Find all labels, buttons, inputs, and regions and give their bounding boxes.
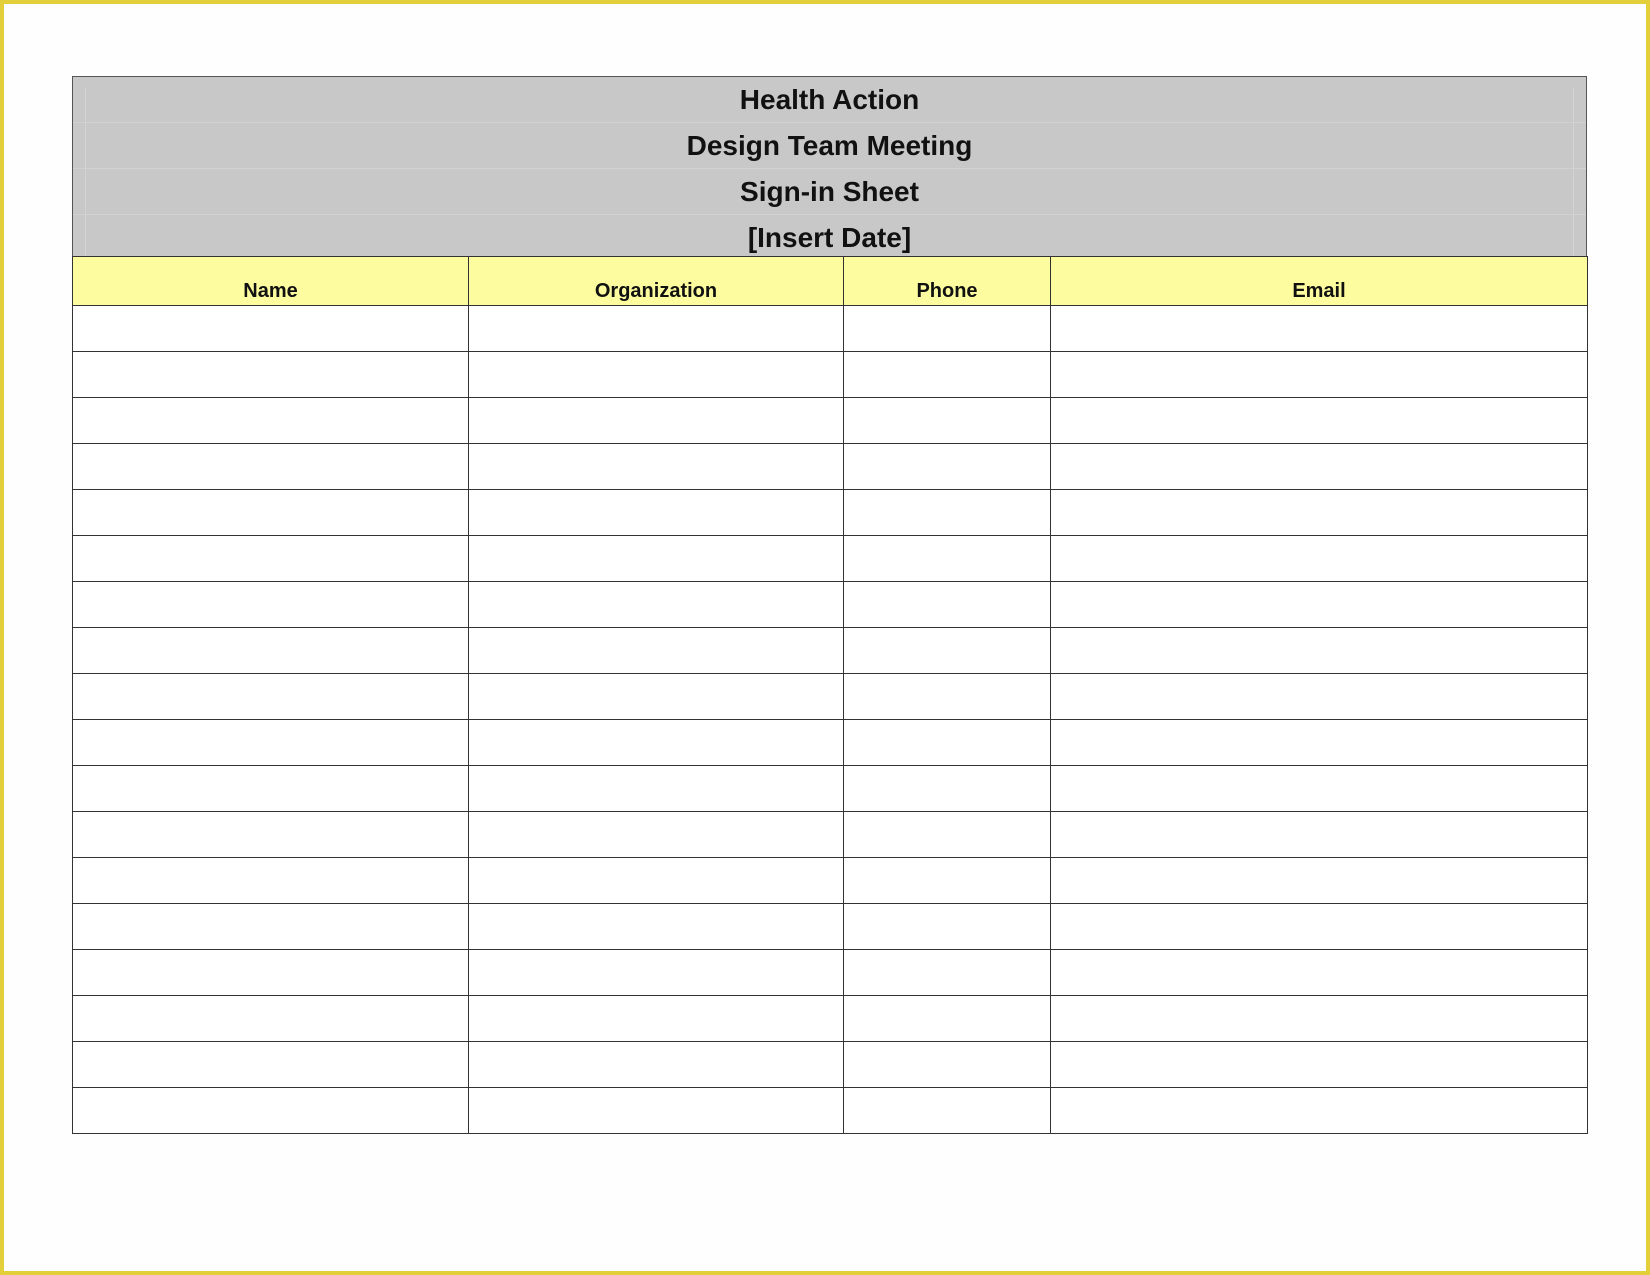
phone-cell[interactable]	[844, 858, 1051, 904]
header-row	[73, 257, 1588, 306]
table-row	[73, 674, 1588, 720]
phone-cell[interactable]	[844, 812, 1051, 858]
email-cell[interactable]	[1051, 674, 1588, 720]
title-line-date: [Insert Date]	[747, 222, 912, 253]
table-row	[73, 812, 1588, 858]
name-cell[interactable]	[73, 1042, 469, 1088]
name-cell[interactable]	[73, 628, 469, 674]
organization-cell[interactable]	[469, 398, 844, 444]
sign-in-sheet	[72, 76, 1587, 1134]
name-cell[interactable]	[73, 306, 469, 352]
table-row	[73, 536, 1588, 582]
organization-cell[interactable]	[469, 812, 844, 858]
table-body	[73, 306, 1588, 1134]
organization-cell[interactable]	[469, 352, 844, 398]
email-cell[interactable]	[1051, 536, 1588, 582]
email-cell[interactable]	[1051, 444, 1588, 490]
phone-cell[interactable]	[844, 1042, 1051, 1088]
organization-cell[interactable]	[469, 904, 844, 950]
title-line-meeting: Design Team Meeting	[73, 123, 1586, 169]
organization-cell[interactable]	[469, 490, 844, 536]
table-row	[73, 950, 1588, 996]
organization-cell[interactable]	[469, 1042, 844, 1088]
email-cell[interactable]	[1051, 306, 1588, 352]
column-header-email: Email	[1051, 257, 1588, 306]
email-cell[interactable]	[1051, 904, 1588, 950]
phone-cell[interactable]	[844, 674, 1051, 720]
phone-cell[interactable]	[844, 720, 1051, 766]
name-cell[interactable]	[73, 1088, 469, 1134]
organization-cell[interactable]	[469, 858, 844, 904]
table-row	[73, 352, 1588, 398]
email-cell[interactable]	[1051, 858, 1588, 904]
sign-in-table	[72, 256, 1588, 1134]
column-header-name: Name	[73, 257, 469, 306]
name-cell[interactable]	[73, 582, 469, 628]
name-cell[interactable]	[73, 352, 469, 398]
name-cell[interactable]	[73, 950, 469, 996]
organization-cell[interactable]	[469, 306, 844, 352]
name-cell[interactable]	[73, 996, 469, 1042]
email-cell[interactable]	[1051, 490, 1588, 536]
organization-cell[interactable]	[469, 444, 844, 490]
name-cell[interactable]	[73, 720, 469, 766]
column-header-organization: Organization	[469, 257, 844, 306]
name-cell[interactable]	[73, 490, 469, 536]
table-row	[73, 858, 1588, 904]
name-cell[interactable]	[73, 674, 469, 720]
name-cell[interactable]	[73, 444, 469, 490]
email-cell[interactable]	[1051, 582, 1588, 628]
organization-cell[interactable]	[469, 720, 844, 766]
email-cell[interactable]	[1051, 996, 1588, 1042]
phone-cell[interactable]	[844, 444, 1051, 490]
phone-cell[interactable]	[844, 950, 1051, 996]
title-line-sheet: Sign-in Sheet	[73, 169, 1586, 215]
organization-cell[interactable]	[469, 1088, 844, 1134]
table-row	[73, 996, 1588, 1042]
organization-cell[interactable]	[469, 950, 844, 996]
email-cell[interactable]	[1051, 352, 1588, 398]
name-cell[interactable]	[73, 904, 469, 950]
phone-cell[interactable]	[844, 996, 1051, 1042]
organization-cell[interactable]	[469, 536, 844, 582]
email-cell[interactable]	[1051, 812, 1588, 858]
organization-cell[interactable]	[469, 582, 844, 628]
table-row	[73, 306, 1588, 352]
email-cell[interactable]	[1051, 1042, 1588, 1088]
table-row	[73, 628, 1588, 674]
phone-cell[interactable]	[844, 766, 1051, 812]
phone-cell[interactable]	[844, 306, 1051, 352]
table-row	[73, 582, 1588, 628]
phone-cell[interactable]	[844, 536, 1051, 582]
organization-cell[interactable]	[469, 996, 844, 1042]
name-cell[interactable]	[73, 858, 469, 904]
title-line-organization: Health Action	[73, 77, 1586, 123]
phone-cell[interactable]	[844, 628, 1051, 674]
phone-cell[interactable]	[844, 352, 1051, 398]
email-cell[interactable]	[1051, 766, 1588, 812]
email-cell[interactable]	[1051, 720, 1588, 766]
table-row	[73, 1042, 1588, 1088]
title-block	[72, 76, 1587, 256]
table-row	[73, 720, 1588, 766]
email-cell[interactable]	[1051, 628, 1588, 674]
name-cell[interactable]	[73, 766, 469, 812]
phone-cell[interactable]	[844, 904, 1051, 950]
table-row	[73, 766, 1588, 812]
email-cell[interactable]	[1051, 398, 1588, 444]
phone-cell[interactable]	[844, 1088, 1051, 1134]
organization-cell[interactable]	[469, 674, 844, 720]
phone-cell[interactable]	[844, 490, 1051, 536]
phone-cell[interactable]	[844, 582, 1051, 628]
organization-cell[interactable]	[469, 766, 844, 812]
table-row	[73, 444, 1588, 490]
name-cell[interactable]	[73, 536, 469, 582]
organization-cell[interactable]	[469, 628, 844, 674]
phone-cell[interactable]	[844, 398, 1051, 444]
table-row	[73, 904, 1588, 950]
email-cell[interactable]	[1051, 1088, 1588, 1134]
table-row	[73, 490, 1588, 536]
table-row	[73, 1088, 1588, 1134]
column-header-phone: Phone	[844, 257, 1051, 306]
table-row	[73, 398, 1588, 444]
email-cell[interactable]	[1051, 950, 1588, 996]
name-cell[interactable]	[73, 398, 469, 444]
name-cell[interactable]	[73, 812, 469, 858]
